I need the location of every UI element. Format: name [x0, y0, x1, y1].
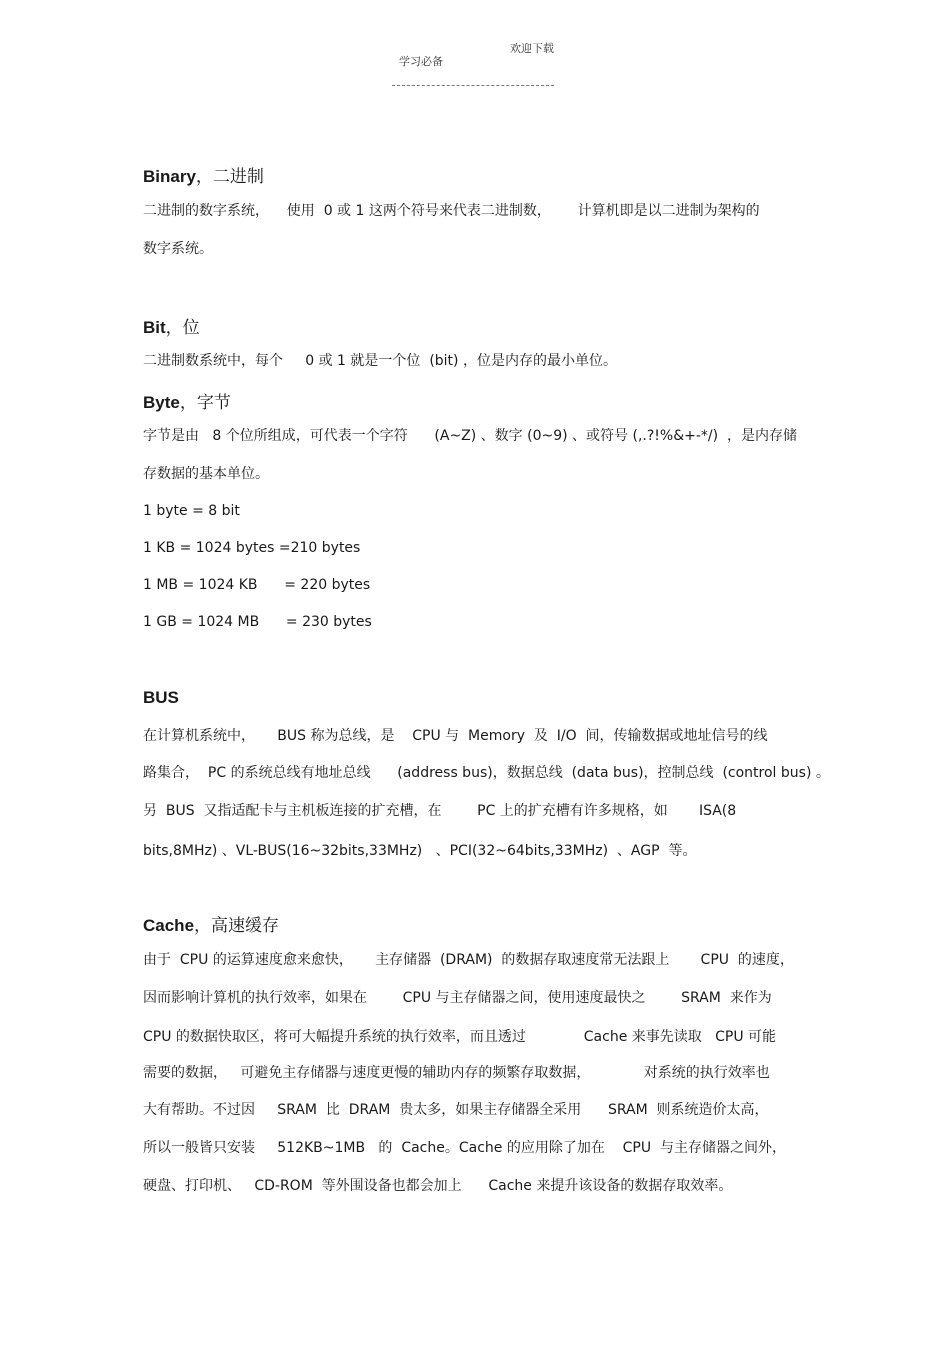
- cache-line-6: 所以一般皆只安装 512KB~1MB 的 Cache。Cache 的应用除了加在 CPU 与主存储器之间外，: [143, 1140, 787, 1156]
- binary-line-2: 数字系统。: [143, 241, 213, 257]
- term-cache: Cache: [143, 916, 195, 935]
- bus-line-2: 路集合， PC 的系统总线有地址总线 (address bus)，数据总线 (data bus)，控制总线 (control bus) 。: [143, 765, 830, 781]
- page-header: [392, 40, 554, 86]
- bus-line-4: bits,8MHz) 、VL-BUS(16~32bits,33MHz) 、PCI(32~64bits,33MHz) 、AGP 等。: [143, 843, 697, 859]
- cache-line-5: 大有帮助。不过因 SRAM 比 DRAM 贵太多，如果主存储器全采用 SRAM 则系统造价太高，: [143, 1102, 769, 1118]
- cache-line-3: CPU 的数据快取区，将可大幅提升系统的执行效率，而且透过 Cache 来事先读取 CPU 可能: [143, 1029, 777, 1045]
- term-byte-heading: [143, 388, 231, 413]
- term-bit: Bit: [143, 318, 166, 337]
- term-bit-cn: ，位: [165, 318, 200, 338]
- term-bit-heading: [143, 313, 200, 338]
- byte-line-3: 1 byte = 8 bit: [143, 503, 240, 519]
- header-left-text: 学习必备: [399, 55, 443, 68]
- byte-line-5: 1 MB = 1024 KB = 220 bytes: [143, 577, 371, 593]
- term-byte: Byte: [143, 393, 180, 412]
- binary-line-1: 二进制的数字系统， 使用 0 或 1 这两个符号来代表二进制数， 计算机即是以二进制为架构的: [143, 203, 760, 219]
- term-cache-cn: ，高速缓存: [194, 916, 280, 936]
- term-byte-cn: ，字节: [179, 393, 231, 413]
- term-binary: Binary: [143, 167, 196, 186]
- cache-line-4: 需要的数据， 可避免主存储器与速度更慢的辅助内存的频繁存取数据， 对系统的执行效率也: [143, 1065, 770, 1081]
- bus-line-1: 在计算机系统中， BUS 称为总线，是 CPU 与 Memory 及 I/O 间，传输数据或地址信号的线: [143, 728, 768, 744]
- term-bus-heading: [143, 688, 179, 708]
- byte-line-2: 存数据的基本单位。: [143, 466, 269, 482]
- cache-line-1: 由于 CPU 的运算速度愈来愈快， 主存储器 (DRAM) 的数据存取速度常无法跟上 CPU 的速度，: [143, 952, 794, 968]
- bus-line-3: 另 BUS 又指适配卡与主机板连接的扩充槽，在 PC 上的扩充槽有许多规格，如 ISA(8: [143, 803, 737, 819]
- term-bus: BUS: [143, 688, 179, 707]
- term-binary-heading: [143, 162, 264, 187]
- term-binary-cn: ，二进制: [195, 167, 264, 187]
- byte-line-1: 字节是由 8 个位所组成，可代表一个字符 (A~Z) 、数字 (0~9) 、或符号 (,.?!%&+-*/) ，是内存储: [143, 428, 797, 444]
- header-right-text: 欢迎下载: [510, 42, 554, 55]
- cache-line-7: 硬盘、打印机、 CD-ROM 等外围设备也都会加上 Cache 来提升该设备的数据存取效率。: [143, 1178, 733, 1194]
- cache-line-2: 因而影响计算机的执行效率，如果在 CPU 与主存储器之间，使用速度最快之 SRAM 来作为: [143, 990, 772, 1006]
- bit-line-1: 二进制数系统中，每个 0 或 1 就是一个位 (bit) ，位是内存的最小单位。: [143, 353, 617, 369]
- byte-line-6: 1 GB = 1024 MB = 230 bytes: [143, 614, 372, 630]
- byte-line-4: 1 KB = 1024 bytes =210 bytes: [143, 540, 361, 556]
- term-cache-heading: [143, 911, 279, 936]
